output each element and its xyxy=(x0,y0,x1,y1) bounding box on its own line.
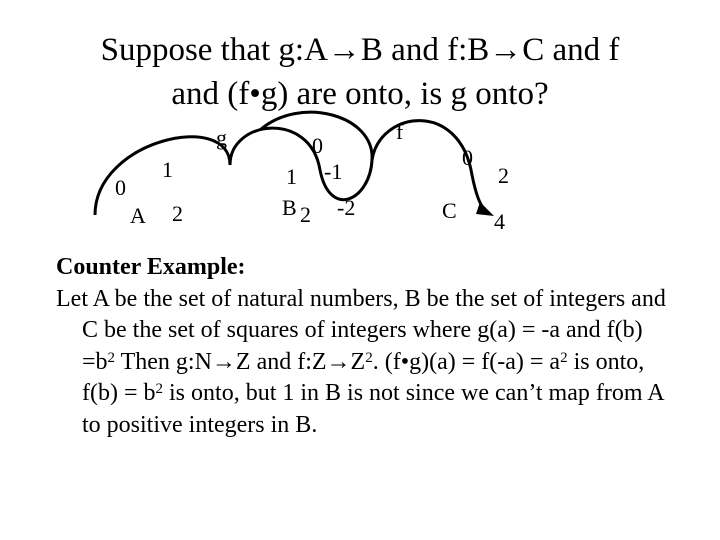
title-line-2: and (f•g) are onto, is g onto? xyxy=(171,76,549,112)
set-a-label: A xyxy=(130,203,146,228)
set-b-element-neg2: -2 xyxy=(337,195,356,220)
set-c-element-4: 4 xyxy=(494,209,505,234)
body-part-1: Let A be the set of natural numbers, B be the set of integers and C be the set of squares of integers where g(a) = -a and f(b) =b xyxy=(56,285,666,375)
arc-g-right xyxy=(230,112,372,199)
mapping-diagram xyxy=(0,0,720,260)
set-c-element-0: 0 xyxy=(462,145,473,170)
set-c-element-2: 2 xyxy=(498,163,509,188)
set-c-label: C xyxy=(442,198,457,223)
counter-example-body xyxy=(56,284,676,442)
set-a-element-2: 2 xyxy=(172,201,183,226)
map-f-label: f xyxy=(396,119,404,144)
set-a-element-0: 0 xyxy=(115,175,126,200)
set-b-element-1: 1 xyxy=(286,164,297,189)
set-a-element-1: 1 xyxy=(162,157,173,182)
sup-4: 2 xyxy=(155,381,164,397)
sup-3: 2 xyxy=(560,349,568,366)
body-part-2: Then g:N→Z and f:Z→Z xyxy=(115,348,366,375)
counter-example-heading: Counter Example: xyxy=(56,254,246,280)
sup-1: 2 xyxy=(107,349,116,366)
map-g-label: g xyxy=(216,125,227,150)
title-line-1: Suppose that g:A→B and f:B→C and f xyxy=(100,32,620,68)
body-part-3: . (f•g)(a) = f(-a) = a xyxy=(372,348,561,375)
set-b-label: B xyxy=(282,195,297,220)
body-part-5: is onto, but 1 in B is not since we can’t map from A to positive integers in B. xyxy=(82,380,664,438)
counter-example xyxy=(56,252,676,441)
sup-2: 2 xyxy=(365,349,373,366)
set-b-element-0: 0 xyxy=(312,133,323,158)
set-b-element-2: 2 xyxy=(300,202,311,227)
set-b-element-neg1: -1 xyxy=(324,159,343,184)
body-part-4: is onto, f(b) = b xyxy=(82,348,645,406)
arrow-head-f xyxy=(476,202,494,216)
